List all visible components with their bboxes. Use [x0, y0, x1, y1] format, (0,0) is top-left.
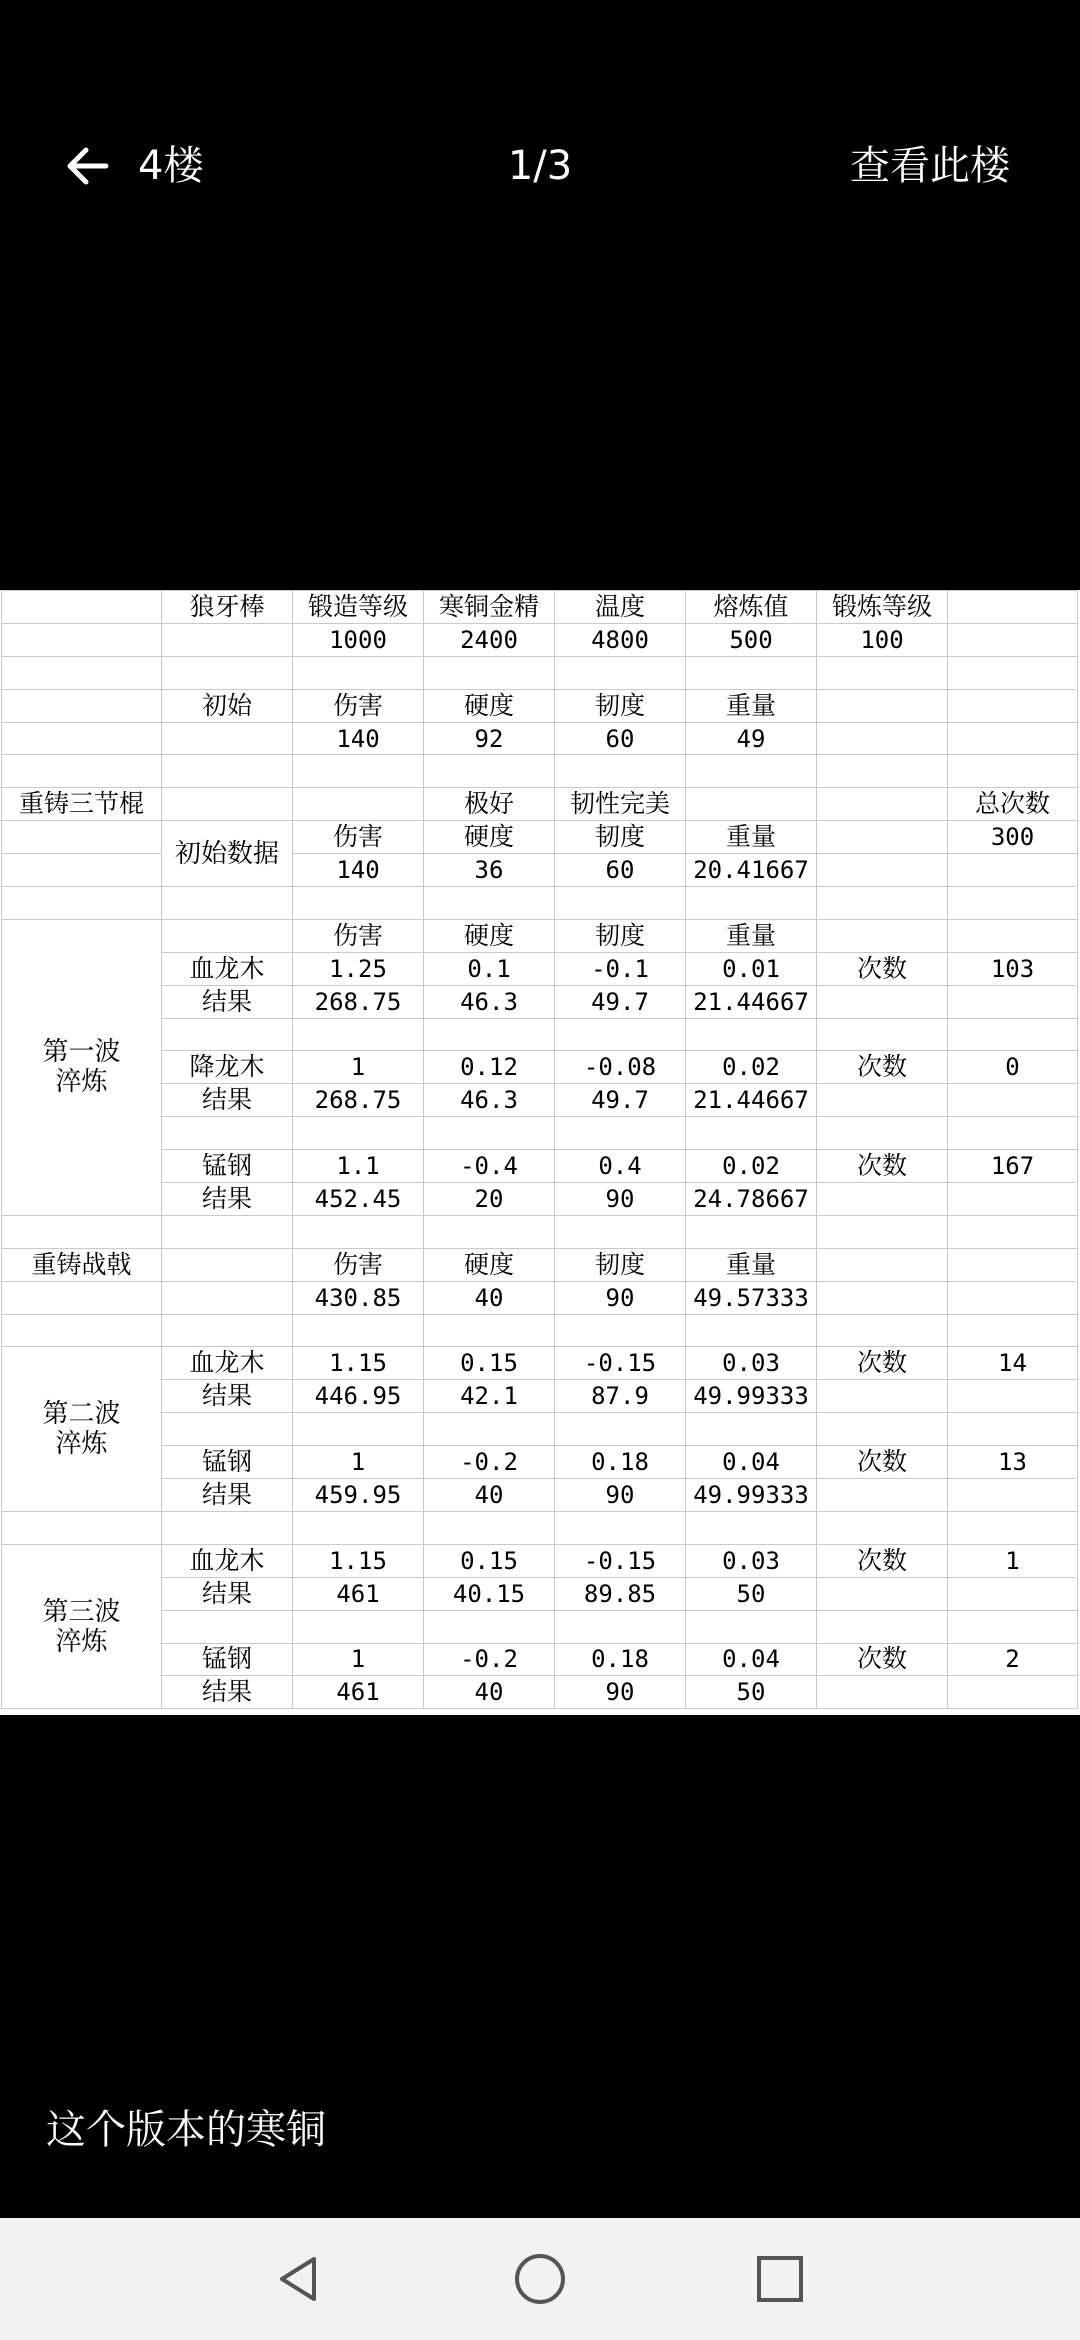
table-cell — [948, 1413, 1078, 1446]
spreadsheet-image[interactable] — [0, 590, 1080, 1715]
table-cell: 90 — [555, 1281, 686, 1314]
table-cell — [948, 623, 1078, 656]
table-row — [2, 952, 1078, 985]
table-cell — [817, 788, 948, 821]
table-cell: 50 — [686, 1676, 817, 1709]
table-cell: 49.57333 — [686, 1281, 817, 1314]
table-cell: 锰钢 — [162, 1643, 293, 1676]
table-row — [2, 1183, 1078, 1216]
table-cell: 0.01 — [686, 952, 817, 985]
table-cell: 降龙木 — [162, 1051, 293, 1084]
table-cell — [162, 788, 293, 821]
table-cell: 452.45 — [293, 1183, 424, 1216]
table-cell: 硬度 — [424, 689, 555, 722]
table-row — [2, 1544, 1078, 1577]
table-cell: 伤害 — [293, 821, 424, 854]
table-cell — [817, 887, 948, 920]
table-cell — [686, 755, 817, 788]
table-cell: 结果 — [162, 1479, 293, 1512]
table-cell: 次数 — [817, 1347, 948, 1380]
table-row — [2, 1643, 1078, 1676]
table-row — [2, 1248, 1078, 1281]
table-row — [2, 1577, 1078, 1610]
table-cell: 430.85 — [293, 1281, 424, 1314]
table-cell: 极好 — [424, 788, 555, 821]
table-cell — [424, 1511, 555, 1544]
table-cell — [162, 1248, 293, 1281]
table-cell: 46.3 — [424, 985, 555, 1018]
table-cell — [162, 1511, 293, 1544]
table-cell — [162, 755, 293, 788]
table-row — [2, 821, 1078, 854]
table-cell: 韧度 — [555, 689, 686, 722]
nav-home-icon[interactable] — [512, 2251, 568, 2307]
table-cell — [948, 1610, 1078, 1643]
table-cell: 49.99333 — [686, 1380, 817, 1413]
table-cell: 50 — [686, 1577, 817, 1610]
table-cell: 167 — [948, 1150, 1078, 1183]
view-floor-button[interactable]: 查看此楼 — [850, 143, 1010, 189]
table-cell — [424, 1610, 555, 1643]
table-cell — [424, 1117, 555, 1150]
table-cell — [948, 1281, 1078, 1314]
table-cell: 硬度 — [424, 1248, 555, 1281]
table-cell: 461 — [293, 1577, 424, 1610]
table-cell — [817, 1413, 948, 1446]
table-row — [2, 985, 1078, 1018]
table-cell: 锻造等级 — [293, 591, 424, 624]
table-cell: 100 — [817, 623, 948, 656]
table-cell: 20.41667 — [686, 854, 817, 887]
table-cell — [948, 689, 1078, 722]
table-row — [2, 1610, 1078, 1643]
forging-data-table — [1, 590, 1078, 1709]
table-cell — [948, 919, 1078, 952]
table-cell — [817, 1215, 948, 1248]
table-cell: 20 — [424, 1183, 555, 1216]
table-cell: 24.78667 — [686, 1183, 817, 1216]
table-cell: 1 — [948, 1544, 1078, 1577]
table-cell: 140 — [293, 722, 424, 755]
table-cell: 461 — [293, 1676, 424, 1709]
table-cell — [686, 1215, 817, 1248]
table-cell — [817, 1281, 948, 1314]
table-cell: 60 — [555, 854, 686, 887]
table-cell — [2, 1314, 162, 1347]
table-cell — [162, 887, 293, 920]
table-cell — [817, 1248, 948, 1281]
table-cell: -0.2 — [424, 1446, 555, 1479]
table-row — [2, 1479, 1078, 1512]
table-cell: 伤害 — [293, 919, 424, 952]
table-cell — [293, 788, 424, 821]
table-cell — [162, 656, 293, 689]
table-row — [2, 1413, 1078, 1446]
table-cell: 1.25 — [293, 952, 424, 985]
table-cell — [686, 1018, 817, 1051]
table-cell: 0.4 — [555, 1150, 686, 1183]
table-cell — [555, 1018, 686, 1051]
table-cell: 韧性完美 — [555, 788, 686, 821]
table-cell: 42.1 — [424, 1380, 555, 1413]
table-row — [2, 1150, 1078, 1183]
table-row — [2, 887, 1078, 920]
table-cell: 21.44667 — [686, 1084, 817, 1117]
table-cell — [2, 1215, 162, 1248]
table-cell — [686, 1117, 817, 1150]
table-cell — [686, 1314, 817, 1347]
table-cell: 结果 — [162, 1577, 293, 1610]
table-cell — [817, 1610, 948, 1643]
table-cell: 40 — [424, 1281, 555, 1314]
table-cell — [2, 854, 162, 887]
table-cell — [162, 1610, 293, 1643]
table-cell — [817, 1380, 948, 1413]
table-cell — [948, 1248, 1078, 1281]
table-cell — [2, 1511, 162, 1544]
table-cell — [424, 1018, 555, 1051]
table-cell: 血龙木 — [162, 952, 293, 985]
table-cell: 1.15 — [293, 1544, 424, 1577]
table-cell — [555, 1511, 686, 1544]
table-cell: 87.9 — [555, 1380, 686, 1413]
table-cell — [162, 1117, 293, 1150]
table-cell — [2, 887, 162, 920]
table-cell: 0.03 — [686, 1544, 817, 1577]
table-cell: -0.4 — [424, 1150, 555, 1183]
table-cell — [162, 1413, 293, 1446]
table-cell: 结果 — [162, 1380, 293, 1413]
table-row — [2, 1084, 1078, 1117]
table-cell: 寒铜金精 — [424, 591, 555, 624]
table-cell — [293, 1018, 424, 1051]
table-row — [2, 755, 1078, 788]
table-cell: 49 — [686, 722, 817, 755]
table-cell: 硬度 — [424, 821, 555, 854]
table-cell — [686, 1511, 817, 1544]
table-cell: 49.7 — [555, 985, 686, 1018]
table-cell: 血龙木 — [162, 1544, 293, 1577]
table-cell — [817, 755, 948, 788]
table-cell: 0.18 — [555, 1446, 686, 1479]
table-cell — [293, 656, 424, 689]
table-cell — [817, 1511, 948, 1544]
table-cell: 46.3 — [424, 1084, 555, 1117]
table-cell — [817, 1018, 948, 1051]
table-cell: 49.7 — [555, 1084, 686, 1117]
table-cell: 重铸战戟 — [2, 1248, 162, 1281]
table-row — [2, 919, 1078, 952]
table-cell: -0.1 — [555, 952, 686, 985]
table-cell: 1 — [293, 1051, 424, 1084]
table-cell: 伤害 — [293, 689, 424, 722]
table-cell: 硬度 — [424, 919, 555, 952]
table-row — [2, 623, 1078, 656]
table-cell: 熔炼值 — [686, 591, 817, 624]
table-cell: 锰钢 — [162, 1446, 293, 1479]
table-cell — [686, 788, 817, 821]
table-cell: 40.15 — [424, 1577, 555, 1610]
table-cell — [686, 1413, 817, 1446]
table-cell: 0.02 — [686, 1051, 817, 1084]
table-cell: 结果 — [162, 1676, 293, 1709]
table-cell: 14 — [948, 1347, 1078, 1380]
table-cell — [686, 656, 817, 689]
table-cell: 1000 — [293, 623, 424, 656]
table-cell — [555, 1610, 686, 1643]
table-cell: 92 — [424, 722, 555, 755]
table-cell — [555, 755, 686, 788]
table-cell — [2, 623, 162, 656]
table-cell — [162, 623, 293, 656]
table-cell: 温度 — [555, 591, 686, 624]
table-cell: 1.15 — [293, 1347, 424, 1380]
table-row — [2, 689, 1078, 722]
table-cell: -0.2 — [424, 1643, 555, 1676]
table-cell — [2, 1281, 162, 1314]
table-cell: 次数 — [817, 1051, 948, 1084]
table-cell: 1 — [293, 1446, 424, 1479]
table-cell: 伤害 — [293, 1248, 424, 1281]
table-cell: 36 — [424, 854, 555, 887]
table-row — [2, 1511, 1078, 1544]
table-cell: 140 — [293, 854, 424, 887]
table-cell — [817, 1676, 948, 1709]
table-cell: 103 — [948, 952, 1078, 985]
table-cell — [948, 722, 1078, 755]
table-cell: 49.99333 — [686, 1479, 817, 1512]
table-cell — [948, 1084, 1078, 1117]
table-cell: 40 — [424, 1479, 555, 1512]
table-cell: 第一波 淬炼 — [2, 919, 162, 1215]
table-cell: 韧度 — [555, 1248, 686, 1281]
table-cell: 459.95 — [293, 1479, 424, 1512]
table-cell: 1 — [293, 1643, 424, 1676]
table-cell — [555, 1314, 686, 1347]
table-cell — [948, 591, 1078, 624]
table-cell: 0.15 — [424, 1347, 555, 1380]
table-cell: 重量 — [686, 821, 817, 854]
table-cell: 89.85 — [555, 1577, 686, 1610]
table-cell: 0.04 — [686, 1643, 817, 1676]
table-cell: 第三波 淬炼 — [2, 1544, 162, 1708]
table-cell: 21.44667 — [686, 985, 817, 1018]
table-cell: 0.12 — [424, 1051, 555, 1084]
table-cell — [293, 887, 424, 920]
table-cell — [2, 722, 162, 755]
table-cell — [948, 1511, 1078, 1544]
table-cell — [817, 1314, 948, 1347]
table-cell — [2, 656, 162, 689]
table-cell: 13 — [948, 1446, 1078, 1479]
top-bar — [0, 0, 1080, 330]
table-cell: 268.75 — [293, 1084, 424, 1117]
table-cell: 90 — [555, 1479, 686, 1512]
table-row — [2, 722, 1078, 755]
table-cell: -0.15 — [555, 1347, 686, 1380]
table-cell — [948, 1183, 1078, 1216]
table-cell — [817, 1183, 948, 1216]
table-cell: 90 — [555, 1183, 686, 1216]
table-cell: 韧度 — [555, 919, 686, 952]
table-cell — [162, 1018, 293, 1051]
table-cell: 血龙木 — [162, 1347, 293, 1380]
table-cell: 4800 — [555, 623, 686, 656]
table-cell: 结果 — [162, 1084, 293, 1117]
table-row — [2, 1314, 1078, 1347]
table-cell — [2, 689, 162, 722]
table-cell: 重铸三节棍 — [2, 788, 162, 821]
table-row — [2, 1676, 1078, 1709]
table-cell: -0.08 — [555, 1051, 686, 1084]
table-cell: 锻炼等级 — [817, 591, 948, 624]
table-cell — [162, 722, 293, 755]
table-cell — [555, 1215, 686, 1248]
table-row — [2, 788, 1078, 821]
table-cell: -0.15 — [555, 1544, 686, 1577]
table-cell — [293, 755, 424, 788]
table-cell: 446.95 — [293, 1380, 424, 1413]
table-cell — [948, 656, 1078, 689]
table-cell — [686, 1610, 817, 1643]
table-cell — [293, 1117, 424, 1150]
table-cell — [2, 821, 162, 854]
table-cell — [555, 1413, 686, 1446]
table-row — [2, 656, 1078, 689]
table-cell: 0.15 — [424, 1544, 555, 1577]
table-cell — [948, 1215, 1078, 1248]
table-cell: 狼牙棒 — [162, 591, 293, 624]
table-cell: 0.1 — [424, 952, 555, 985]
table-row — [2, 1117, 1078, 1150]
nav-back-icon[interactable] — [270, 2251, 326, 2307]
nav-recents-icon[interactable] — [752, 2251, 808, 2307]
table-cell — [948, 1018, 1078, 1051]
table-cell: 0.03 — [686, 1347, 817, 1380]
table-cell — [817, 821, 948, 854]
table-cell: 锰钢 — [162, 1150, 293, 1183]
table-cell — [424, 656, 555, 689]
table-cell: 重量 — [686, 919, 817, 952]
table-row — [2, 1446, 1078, 1479]
table-cell — [817, 722, 948, 755]
table-cell: 2 — [948, 1643, 1078, 1676]
table-cell: 次数 — [817, 952, 948, 985]
table-cell — [817, 656, 948, 689]
table-cell — [686, 887, 817, 920]
table-row — [2, 1051, 1078, 1084]
table-cell — [162, 919, 293, 952]
table-cell: 结果 — [162, 1183, 293, 1216]
table-cell: 次数 — [817, 1544, 948, 1577]
table-cell — [293, 1215, 424, 1248]
table-cell: 60 — [555, 722, 686, 755]
table-cell — [424, 755, 555, 788]
table-cell — [817, 985, 948, 1018]
table-cell: 次数 — [817, 1150, 948, 1183]
table-cell: 重量 — [686, 689, 817, 722]
table-cell: 结果 — [162, 985, 293, 1018]
table-cell — [555, 887, 686, 920]
table-row — [2, 1215, 1078, 1248]
table-cell: 500 — [686, 623, 817, 656]
table-cell — [948, 755, 1078, 788]
table-row — [2, 1281, 1078, 1314]
table-cell — [162, 1314, 293, 1347]
table-cell — [948, 887, 1078, 920]
table-cell: 0.04 — [686, 1446, 817, 1479]
table-cell — [817, 1117, 948, 1150]
table-cell: 0.02 — [686, 1150, 817, 1183]
table-cell — [817, 919, 948, 952]
table-cell — [948, 1314, 1078, 1347]
table-cell — [817, 1577, 948, 1610]
floor-label: 4楼 — [138, 143, 204, 189]
table-cell: 初始数据 — [162, 821, 293, 887]
table-cell: 次数 — [817, 1643, 948, 1676]
table-cell — [948, 854, 1078, 887]
table-cell — [2, 591, 162, 624]
table-cell — [424, 1215, 555, 1248]
page-indicator: 1/3 — [507, 143, 573, 189]
table-cell — [817, 689, 948, 722]
table-cell — [293, 1413, 424, 1446]
table-row — [2, 1380, 1078, 1413]
table-cell — [948, 1479, 1078, 1512]
table-row — [2, 1347, 1078, 1380]
system-nav-bar — [0, 2218, 1080, 2340]
table-cell — [948, 1117, 1078, 1150]
table-cell — [424, 887, 555, 920]
table-cell: 0 — [948, 1051, 1078, 1084]
table-cell — [948, 1380, 1078, 1413]
table-cell — [948, 985, 1078, 1018]
table-cell: 90 — [555, 1676, 686, 1709]
table-cell — [424, 1314, 555, 1347]
table-cell — [293, 1314, 424, 1347]
table-cell: 总次数 — [948, 788, 1078, 821]
table-cell: 次数 — [817, 1446, 948, 1479]
table-cell — [424, 1413, 555, 1446]
table-cell — [948, 1676, 1078, 1709]
table-cell: 1.1 — [293, 1150, 424, 1183]
table-cell: 初始 — [162, 689, 293, 722]
table-row — [2, 1018, 1078, 1051]
table-row — [2, 591, 1078, 624]
table-cell — [817, 1479, 948, 1512]
table-cell: 300 — [948, 821, 1078, 854]
table-cell — [2, 755, 162, 788]
table-cell: 2400 — [424, 623, 555, 656]
table-cell — [293, 1610, 424, 1643]
table-cell — [293, 1511, 424, 1544]
table-cell — [817, 1084, 948, 1117]
table-cell: 40 — [424, 1676, 555, 1709]
table-cell — [162, 1215, 293, 1248]
table-cell — [948, 1577, 1078, 1610]
post-caption: 这个版本的寒铜 — [46, 2107, 326, 2153]
table-cell — [162, 1281, 293, 1314]
table-cell: 268.75 — [293, 985, 424, 1018]
table-cell: 重量 — [686, 1248, 817, 1281]
table-cell: 0.18 — [555, 1643, 686, 1676]
table-cell: 第二波 淬炼 — [2, 1347, 162, 1511]
table-cell — [555, 656, 686, 689]
table-cell — [817, 854, 948, 887]
table-cell — [555, 1117, 686, 1150]
table-cell: 韧度 — [555, 821, 686, 854]
